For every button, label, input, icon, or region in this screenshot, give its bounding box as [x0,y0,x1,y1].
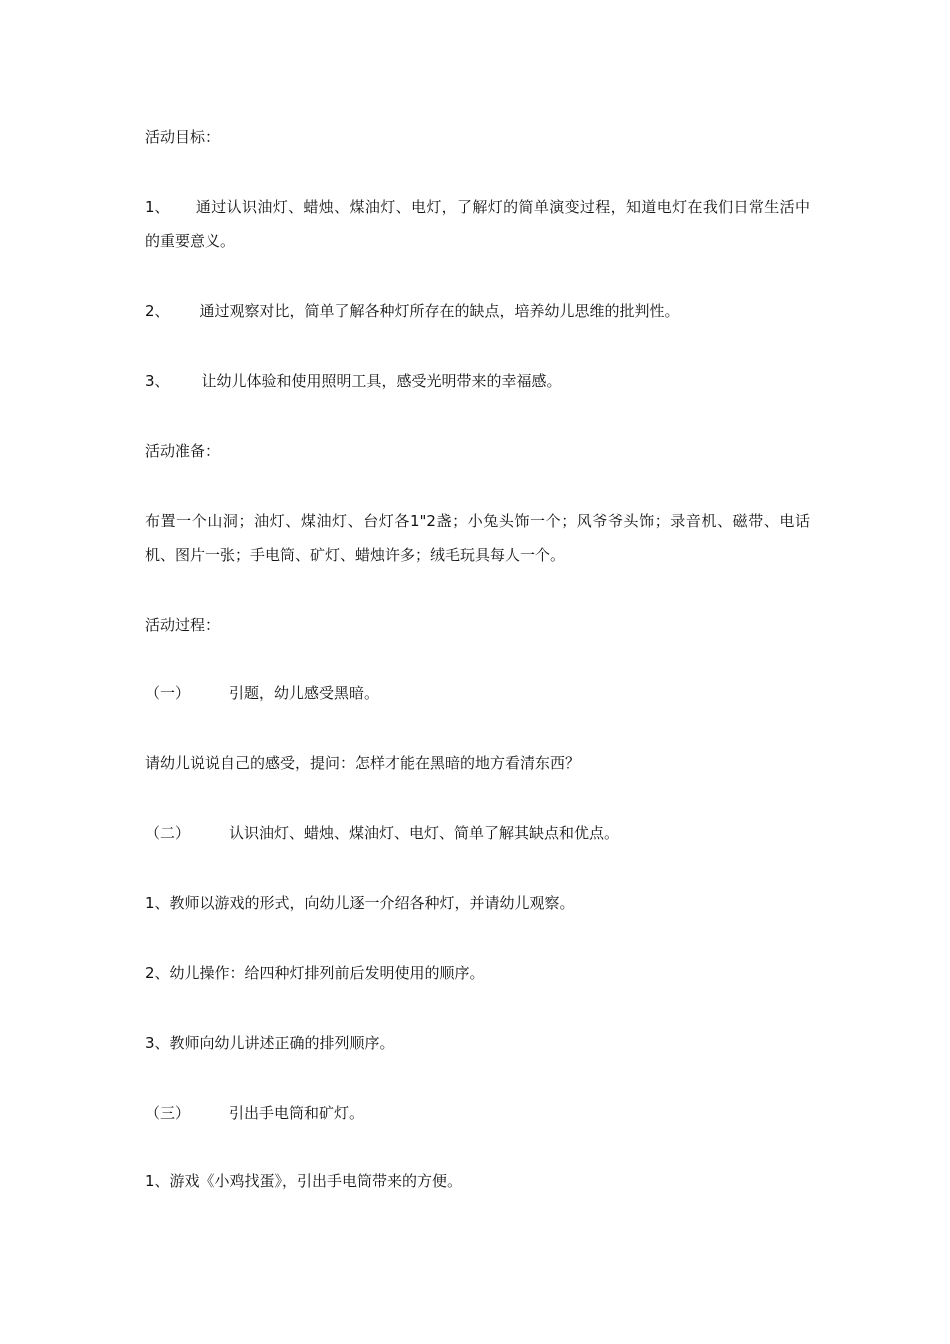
step-2-item-3: 3、教师向幼儿讲述正确的排列顺序。 [145,1034,395,1052]
step-label: （三） [145,1104,191,1122]
step-3-heading [145,1096,364,1130]
goal-number: 1、 [145,198,170,216]
prep-text: 布置一个山洞；油灯、煤油灯、台灯各1"2盏；小兔头饰一个；风爷爷头饰；录音机、磁带、电话机、图片一张；手电筒、矿灯、蜡烛许多；绒毛玩具每人一个。 [145,512,810,564]
step-2-item-2: 2、幼儿操作：给四种灯排列前后发明使用的顺序。 [145,964,485,982]
goal-text: 让幼儿体验和使用照明工具，感受光明带来的幸福感。 [201,372,562,390]
step-label: （一） [145,684,191,702]
prep-heading: 活动准备： [145,442,221,460]
goal-number: 3、 [145,372,170,390]
step-1-heading [145,676,379,710]
step-title: 引题，幼儿感受黑暗。 [229,684,380,702]
goal-text: 通过认识油灯、蜡烛、煤油灯、电灯，了解灯的简单演变过程，知道电灯在我们日常生活中的重要意义。 [145,198,810,250]
step-title: 引出手电筒和矿灯。 [229,1104,365,1122]
goals-heading: 活动目标： [145,128,221,146]
step-label: （二） [145,824,191,842]
process-heading: 活动过程： [145,616,221,634]
goal-item-2 [145,294,680,328]
goal-item-3 [145,364,562,398]
goal-text: 通过观察对比，简单了解各种灯所存在的缺点，培养幼儿思维的批判性。 [199,302,680,320]
goal-item-1 [145,190,810,258]
step-2-item-1: 1、教师以游戏的形式，向幼儿逐一介绍各种灯，并请幼儿观察。 [145,894,575,912]
step-1-detail: 请幼儿说说自己的感受，提问：怎样才能在黑暗的地方看清东西？ [145,754,581,772]
step-3-item-1: 1、游戏《小鸡找蛋》，引出手电筒带来的方便。 [145,1172,463,1190]
step-title: 认识油灯、蜡烛、煤油灯、电灯、简单了解其缺点和优点。 [229,824,620,842]
goal-number: 2、 [145,302,170,320]
step-2-heading [145,816,619,850]
